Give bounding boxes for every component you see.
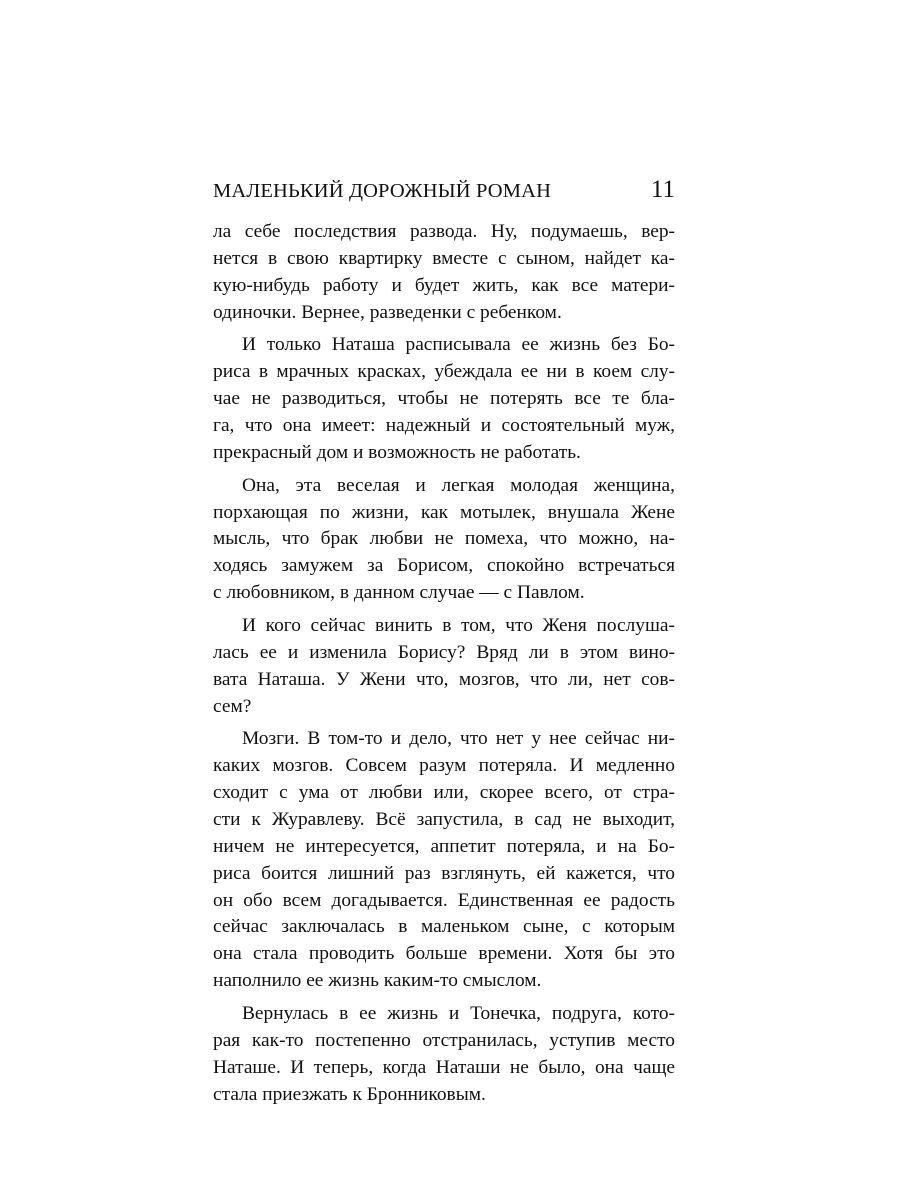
text-line: наполнило ее жизнь каким-то смыслом. (213, 970, 542, 992)
paragraph (213, 726, 675, 995)
text-line: стала приезжать к Бронниковым. (213, 1083, 486, 1105)
text-line: каких мозгов. Совсем разум потеряла. И медленно (213, 755, 675, 777)
text-line: прекрасный дом и возможность не работать. (213, 441, 581, 463)
text-line: Она, эта веселая и легкая молодая женщина, (242, 474, 675, 496)
text-line: сем? (213, 695, 252, 717)
paragraph (213, 332, 675, 466)
text-line: порхающая по жизни, как мотылек, внушала Жене (213, 501, 675, 523)
text-line: с любовником, в данном случае — с Павлом. (213, 582, 585, 604)
text-line: мысль, что брак любви не помеха, что можно, на- (213, 528, 675, 550)
text-line: га, что она имеет: надежный и состоятельный муж, (213, 415, 675, 437)
text-line: сти к Журавлеву. Всё запустила, в сад не выходит, (213, 808, 675, 830)
text-line: ходясь замужем за Борисом, спокойно встречаться (213, 555, 675, 577)
paragraph (213, 219, 675, 327)
text-line: чае не разводиться, чтобы не потерять все те бла- (213, 388, 675, 410)
text-line: риса боится лишний раз взглянуть, ей кажется, что (213, 862, 675, 884)
text-line: кую-нибудь работу и будет жить, как все матери- (213, 274, 675, 296)
running-head (213, 176, 675, 208)
text-line: ничем не интересуется, аппетит потеряла, и на Бо- (213, 835, 675, 857)
text-line: риса в мрачных красках, убеждала ее ни в коем слу- (213, 361, 675, 383)
text-line: рая как-то постепенно отстранилась, уступив место (213, 1029, 675, 1051)
text-line: сходит с ума от любви или, скорее всего, от стра- (213, 782, 675, 803)
text-line: Вернулась в ее жизнь и Тонечка, подруга, кото- (242, 1002, 675, 1024)
paragraph (213, 1001, 675, 1109)
text-line: Мозги. В том-то и дело, что нет у нее сейчас ни- (242, 728, 675, 750)
text-line: он обо всем догадывается. Единственная ее радость (213, 889, 675, 911)
text-line: ла себе последствия развода. Ну, подумаешь, вер- (213, 221, 675, 242)
paragraph (213, 473, 675, 607)
text-line: лась ее и изменила Борису? Вряд ли в этом вино- (213, 641, 675, 663)
paragraph (213, 613, 675, 721)
text-line: И кого сейчас винить в том, что Женя послуша- (242, 614, 675, 636)
text-line: нется в свою квартирку вместе с сыном, найдет ка- (213, 247, 675, 269)
body-text (213, 219, 675, 1114)
text-line: Наташе. И теперь, когда Наташи не было, она чаще (213, 1056, 675, 1078)
text-line: одиночки. Вернее, разведенки с ребенком. (213, 301, 562, 323)
running-title: МАЛЕНЬКИЙ ДОРОЖНЫЙ РОМАН (213, 180, 552, 202)
text-line: она стала проводить больше времени. Хотя бы это (213, 943, 675, 965)
page-number: 11 (650, 176, 675, 203)
text-line: И только Наташа расписывала ее жизнь без Бо- (242, 334, 675, 356)
text-line: вата Наташа. У Жени что, мозгов, что ли, нет сов- (213, 668, 675, 690)
text-line: сейчас заключалась в маленьком сыне, с которым (213, 916, 675, 938)
